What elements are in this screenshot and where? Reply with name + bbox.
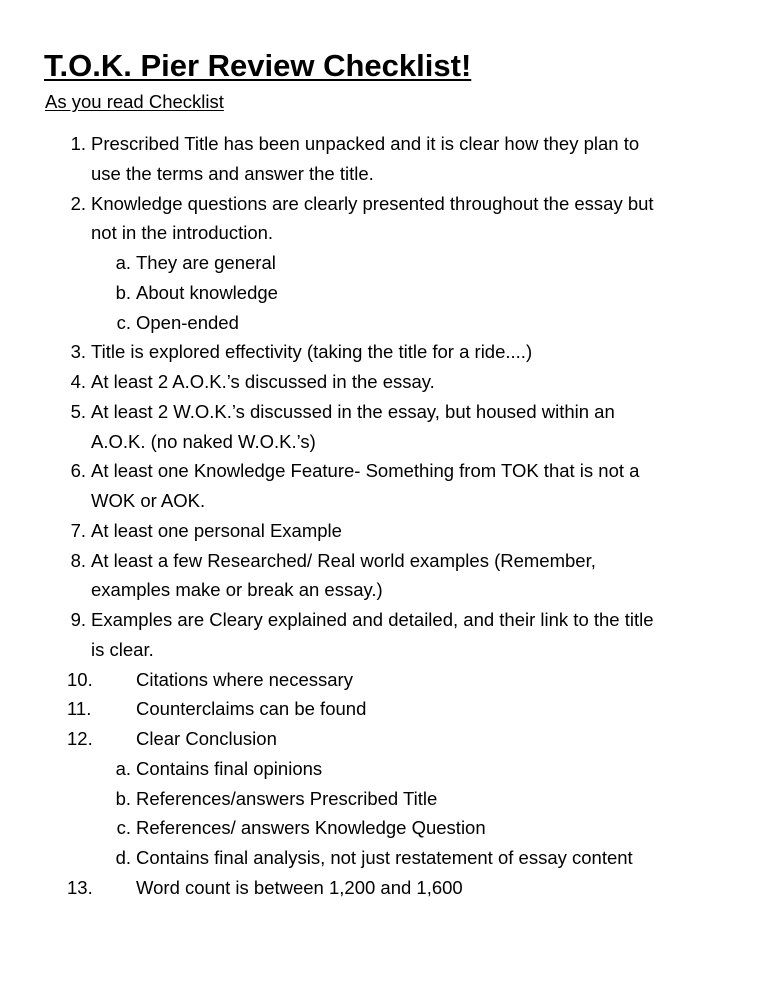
item-marker: 13.: [67, 876, 93, 898]
item-marker: 9.: [70, 609, 86, 630]
sub-list-item: [0, 843, 768, 873]
item-text: WOK or AOK.: [91, 490, 206, 511]
list-item: [0, 516, 768, 546]
list-item-continuation: [0, 427, 768, 457]
sub-list-item: [0, 248, 768, 278]
item-text: At least one personal Example: [91, 519, 342, 541]
list-item: [0, 397, 768, 427]
list-item-continuation: [0, 635, 768, 665]
list-item: [0, 665, 768, 695]
subitem-marker: b.: [115, 281, 131, 303]
sub-list-item: [0, 754, 768, 784]
item-marker: 10.: [67, 668, 93, 690]
item-text: A.O.K. (no naked W.O.K.’s): [91, 430, 316, 452]
sub-list-item: [0, 308, 768, 338]
subitem-marker: a.: [115, 252, 131, 273]
item-marker: 6.: [70, 460, 86, 482]
list-item: [0, 694, 768, 724]
item-text: Knowledge questions are clearly presented throughout the essay but: [91, 192, 654, 214]
subitem-marker: a.: [115, 757, 131, 779]
subitem-text: References/answers Prescribed Title: [136, 787, 438, 809]
item-text: Prescribed Title has been unpacked and it is clear how they plan to: [91, 133, 640, 154]
item-text: Counterclaims can be found: [136, 698, 367, 720]
checklist: [0, 129, 768, 903]
item-marker: 1.: [70, 133, 86, 154]
item-text: Citations where necessary: [136, 668, 353, 690]
subitem-marker: c.: [116, 311, 131, 333]
item-marker: 11.: [67, 698, 92, 720]
item-marker: 2.: [70, 192, 86, 214]
item-text: use the terms and answer the title.: [91, 162, 374, 184]
list-item: [0, 129, 768, 159]
list-item: [0, 546, 768, 576]
list-item-continuation: [0, 159, 768, 189]
list-item-continuation: [0, 486, 768, 516]
section-subtitle: As you read Checklist: [45, 91, 224, 112]
list-item: [0, 605, 768, 635]
subitem-text: Contains final opinions: [136, 757, 323, 779]
subitem-text: Open-ended: [136, 311, 239, 333]
item-text: At least one Knowledge Feature- Something from TOK that is not a: [91, 460, 640, 482]
subitem-text: References/ answers Knowledge Question: [136, 817, 486, 839]
item-text: Clear Conclusion: [136, 728, 277, 749]
list-item: [0, 724, 768, 754]
item-text: examples make or break an essay.): [91, 579, 383, 601]
item-marker: 12.: [67, 728, 93, 749]
item-marker: 7.: [70, 519, 86, 541]
list-item-continuation: [0, 218, 768, 248]
item-text: is clear.: [91, 638, 154, 660]
subitem-marker: d.: [115, 847, 131, 868]
subitem-marker: b.: [115, 787, 131, 809]
item-text: At least 2 A.O.K.’s discussed in the essay.: [91, 371, 435, 392]
subitem-text: About knowledge: [136, 281, 278, 303]
item-marker: 4.: [70, 371, 86, 392]
sub-list-item: [0, 784, 768, 814]
item-text: not in the introduction.: [91, 222, 274, 244]
subitem-marker: c.: [116, 817, 131, 839]
sub-list-item: [0, 278, 768, 308]
item-text: At least a few Researched/ Real world examples (Remember,: [91, 549, 596, 571]
list-item: [0, 456, 768, 486]
subitem-text: Contains final analysis, not just restatement of essay content: [136, 847, 633, 868]
list-item: [0, 873, 768, 903]
list-item: [0, 337, 768, 367]
item-text: Examples are Cleary explained and detailed, and their link to the title: [91, 609, 654, 630]
list-item: [0, 189, 768, 219]
subitem-text: They are general: [136, 252, 276, 273]
page-title: T.O.K. Pier Review Checklist!: [44, 48, 472, 83]
sub-list-item: [0, 813, 768, 843]
item-text: At least 2 W.O.K.’s discussed in the essay, but housed within an: [91, 400, 615, 422]
item-marker: 5.: [70, 400, 86, 422]
item-marker: 3.: [70, 341, 86, 363]
list-item: [0, 367, 768, 397]
item-text: Title is explored effectivity (taking the title for a ride....): [91, 341, 533, 363]
item-text: Word count is between 1,200 and 1,600: [136, 876, 463, 898]
list-item-continuation: [0, 575, 768, 605]
item-marker: 8.: [70, 549, 86, 571]
